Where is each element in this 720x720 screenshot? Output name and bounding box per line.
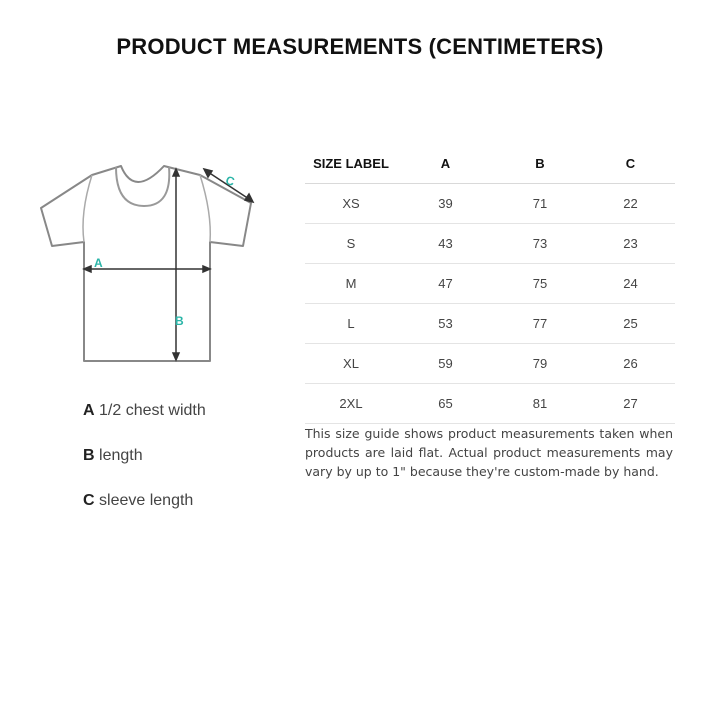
legend-key: B <box>83 447 95 464</box>
table-header-row <box>305 144 675 184</box>
legend-item-b <box>83 443 283 488</box>
size-cell: M <box>305 264 397 304</box>
value-b-cell: 77 <box>494 304 586 344</box>
legend-text: sleeve length <box>99 492 194 509</box>
arrow-c-head-bottom <box>245 194 253 202</box>
legend-item-a <box>83 398 283 443</box>
size-table <box>305 144 675 424</box>
measurement-legend <box>83 398 283 533</box>
label-c: C <box>224 173 237 189</box>
size-cell: L <box>305 304 397 344</box>
value-b-cell: 75 <box>494 264 586 304</box>
label-a: A <box>94 256 103 270</box>
arrow-b-head-bottom <box>173 353 179 360</box>
arrow-a-head-right <box>203 266 210 272</box>
value-b-cell: 81 <box>494 384 586 424</box>
header-size-label: SIZE LABEL <box>305 144 397 184</box>
tshirt-sleeve-seam-left <box>83 175 92 242</box>
value-c-cell: 24 <box>586 264 675 304</box>
legend-key: A <box>83 402 95 419</box>
value-c-cell: 27 <box>586 384 675 424</box>
label-b: B <box>175 314 184 328</box>
size-cell: XL <box>305 344 397 384</box>
header-c: C <box>586 144 675 184</box>
header-b: B <box>494 144 586 184</box>
size-guide-note: This size guide shows product measurements taken when products are laid flat. Actual product measurements may vary by up to 1" because they're custom-made by hand. <box>305 426 673 479</box>
legend-text: length <box>99 447 143 464</box>
legend-key: C <box>83 492 95 509</box>
value-b-cell: 73 <box>494 224 586 264</box>
value-a-cell: 53 <box>397 304 494 344</box>
table-row <box>305 304 675 344</box>
table-row <box>305 384 675 424</box>
page-title: PRODUCT MEASUREMENTS (CENTIMETERS) <box>116 34 604 59</box>
size-cell: S <box>305 224 397 264</box>
legend-text: 1/2 chest width <box>99 402 206 419</box>
tshirt-sleeve-seam-right <box>200 175 210 242</box>
legend-item-c <box>83 488 283 533</box>
table-row <box>305 264 675 304</box>
value-a-cell: 39 <box>397 184 494 224</box>
value-c-cell: 22 <box>586 184 675 224</box>
value-a-cell: 47 <box>397 264 494 304</box>
value-a-cell: 59 <box>397 344 494 384</box>
arrow-c-head-top <box>204 169 212 177</box>
header-a: A <box>397 144 494 184</box>
tshirt-diagram <box>36 158 262 368</box>
table-row <box>305 344 675 384</box>
tshirt-outline <box>41 166 251 361</box>
table-row <box>305 224 675 264</box>
size-cell: XS <box>305 184 397 224</box>
table-row <box>305 184 675 224</box>
arrow-a-head-left <box>84 266 91 272</box>
value-c-cell: 23 <box>586 224 675 264</box>
value-c-cell: 26 <box>586 344 675 384</box>
size-cell: 2XL <box>305 384 397 424</box>
value-b-cell: 71 <box>494 184 586 224</box>
value-a-cell: 65 <box>397 384 494 424</box>
value-b-cell: 79 <box>494 344 586 384</box>
value-a-cell: 43 <box>397 224 494 264</box>
value-c-cell: 25 <box>586 304 675 344</box>
